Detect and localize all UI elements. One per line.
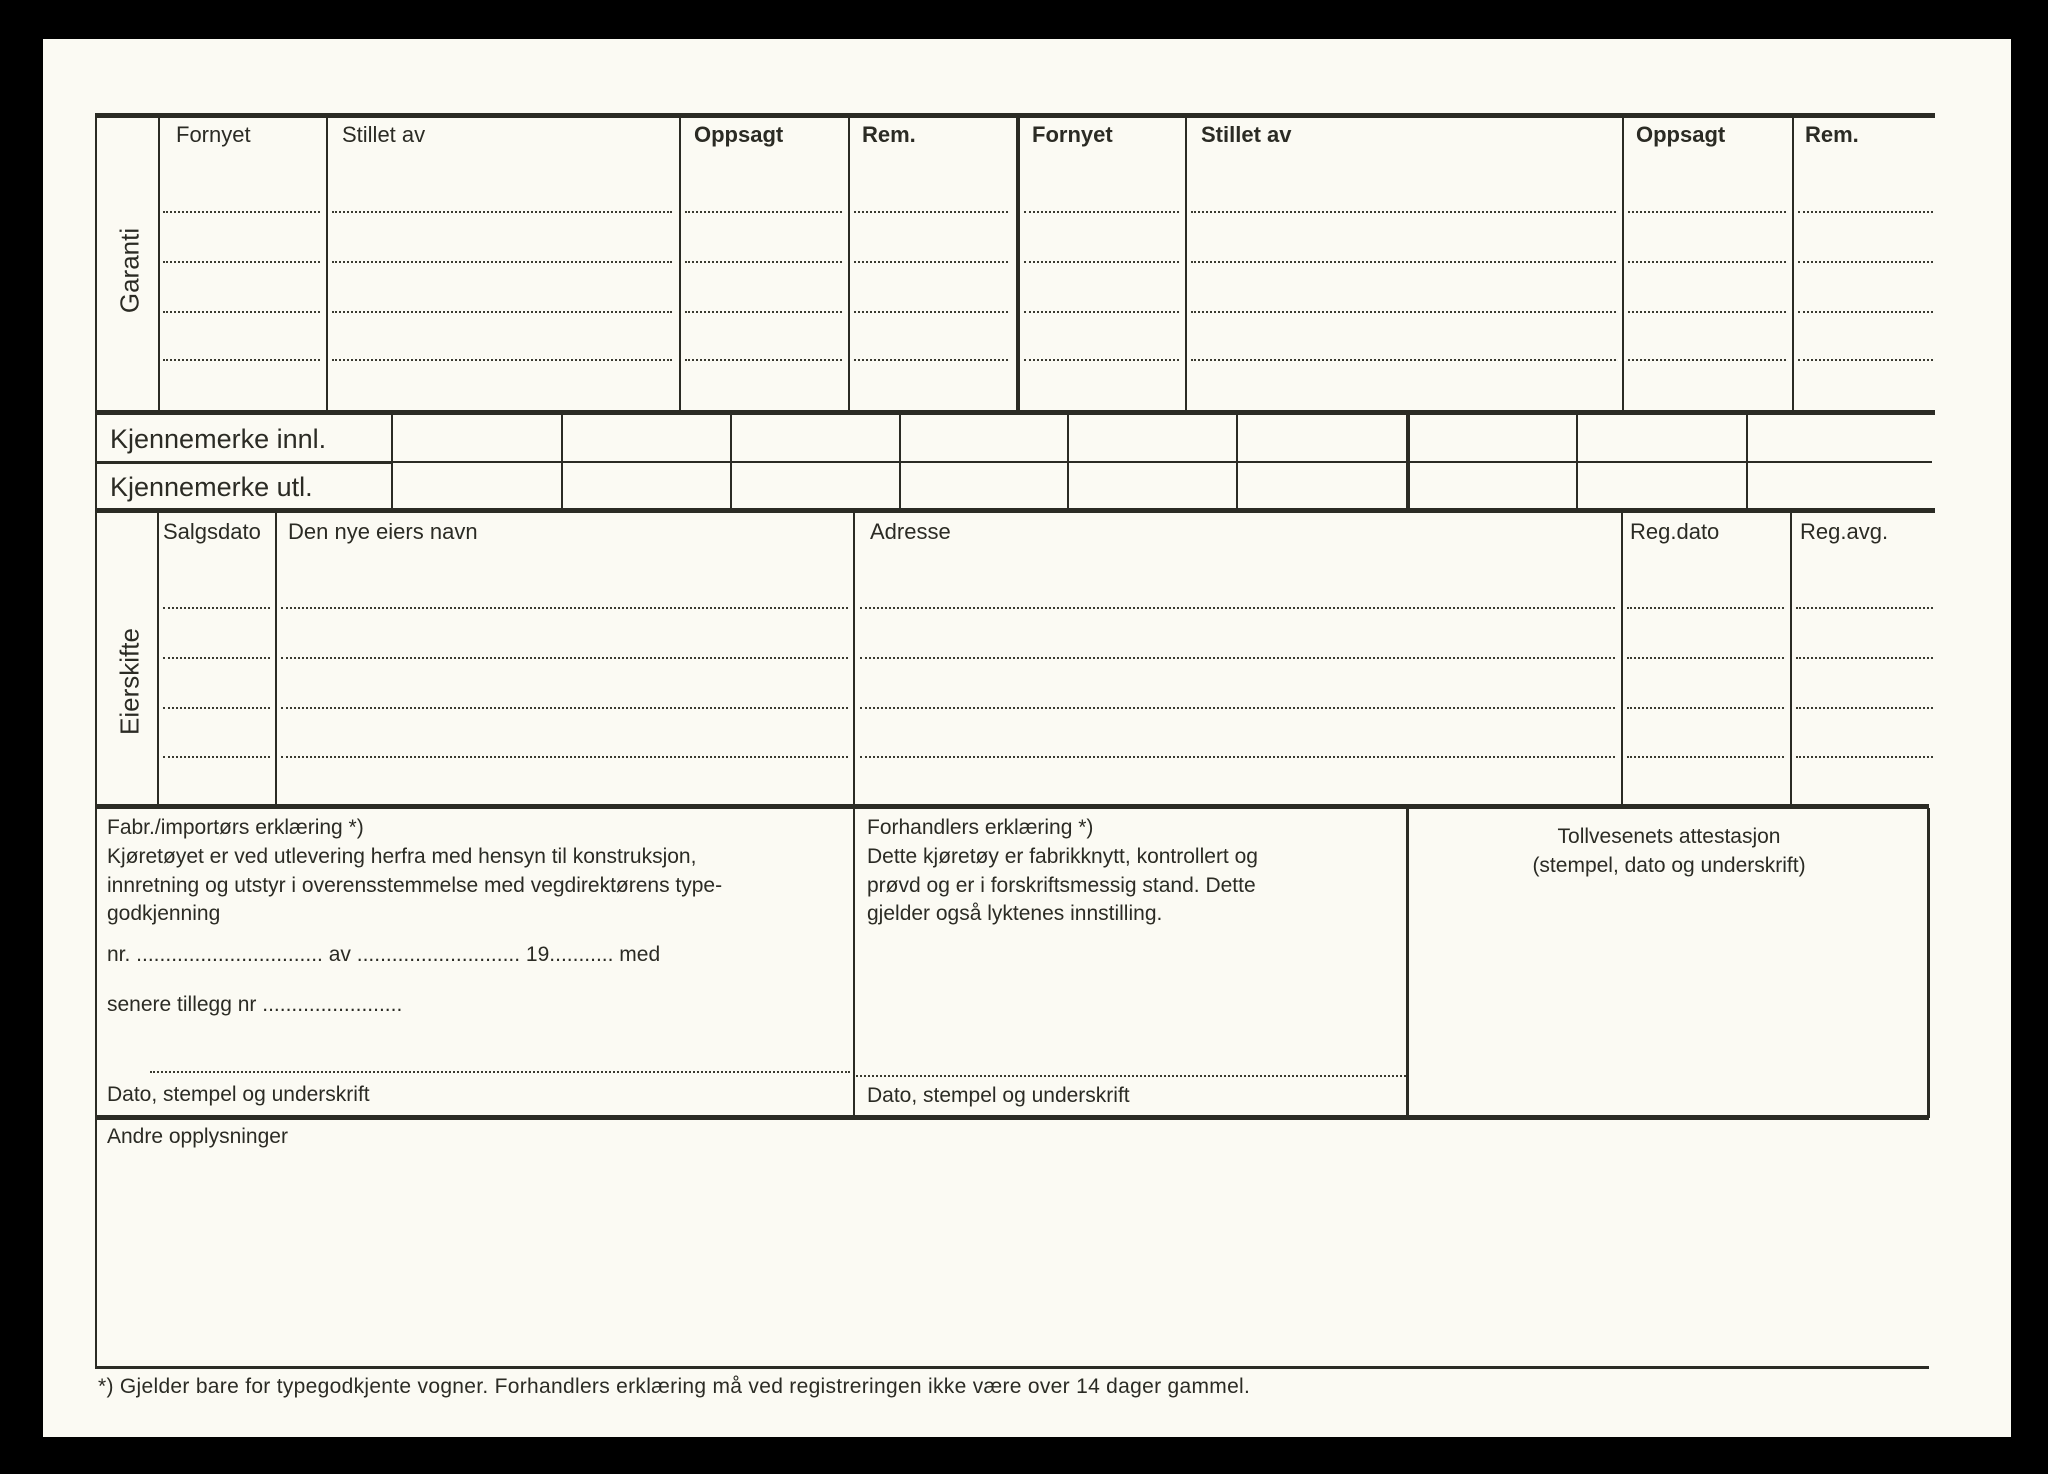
entry-line[interactable] bbox=[332, 359, 672, 361]
andre-label: Andre opplysninger bbox=[107, 1125, 288, 1148]
header-fornyet-2: Fornyet bbox=[1032, 122, 1113, 147]
entry-line[interactable] bbox=[1191, 311, 1616, 313]
entry-line[interactable] bbox=[1627, 707, 1784, 709]
andre-input-area[interactable] bbox=[98, 1152, 1928, 1364]
entry-line[interactable] bbox=[854, 211, 1008, 213]
entry-line[interactable] bbox=[163, 211, 320, 213]
signature-line[interactable] bbox=[150, 1071, 850, 1073]
entry-line[interactable] bbox=[1796, 607, 1933, 609]
entry-line[interactable] bbox=[685, 311, 842, 313]
entry-line[interactable] bbox=[1798, 261, 1933, 263]
column-line bbox=[848, 115, 850, 411]
header-reg-dato: Reg.dato bbox=[1630, 519, 1720, 544]
entry-line[interactable] bbox=[1628, 261, 1786, 263]
header-nye-eiers-navn: Den nye eiers navn bbox=[288, 519, 478, 544]
entry-line[interactable] bbox=[854, 311, 1008, 313]
entry-line[interactable] bbox=[685, 359, 842, 361]
fabrikant-text-line: innretning og utstyr i overensstemmelse med vegdirektørens type- bbox=[107, 874, 723, 897]
forhandler-text-line: Dette kjøretøy er fabrikknytt, kontrollert og bbox=[867, 845, 1258, 868]
fabrikant-tillegg-line[interactable]: senere tillegg nr ........................ bbox=[107, 993, 403, 1016]
header-oppsagt: Oppsagt bbox=[694, 122, 784, 147]
column-line bbox=[326, 115, 328, 411]
entry-line[interactable] bbox=[1796, 657, 1933, 659]
divider bbox=[95, 113, 1935, 118]
kjennemerke-cells[interactable] bbox=[394, 414, 1932, 510]
header-salgsdato: Salgsdato bbox=[163, 519, 261, 544]
entry-line[interactable] bbox=[1024, 311, 1179, 313]
kjennemerke-utl-label: Kjennemerke utl. bbox=[110, 472, 313, 502]
divider bbox=[95, 508, 1935, 513]
forhandler-text-line: prøvd og er i forskriftsmessig stand. Dette bbox=[867, 874, 1256, 897]
entry-line[interactable] bbox=[1798, 311, 1933, 313]
entry-line[interactable] bbox=[163, 311, 320, 313]
entry-line[interactable] bbox=[1191, 211, 1616, 213]
forhandler-text-line: gjelder også lyktenes innstilling. bbox=[867, 902, 1163, 925]
entry-line[interactable] bbox=[1627, 657, 1784, 659]
entry-line[interactable] bbox=[281, 607, 848, 609]
entry-line[interactable] bbox=[1628, 359, 1786, 361]
entry-line[interactable] bbox=[685, 261, 842, 263]
entry-line[interactable] bbox=[163, 607, 270, 609]
column-line bbox=[679, 115, 681, 411]
entry-line[interactable] bbox=[1796, 756, 1933, 758]
header-stillet-av: Stillet av bbox=[342, 122, 426, 147]
header-oppsagt-2: Oppsagt bbox=[1636, 122, 1726, 147]
column-line bbox=[1406, 808, 1409, 1118]
entry-line[interactable] bbox=[163, 756, 270, 758]
entry-line[interactable] bbox=[281, 707, 848, 709]
header-adresse: Adresse bbox=[870, 519, 951, 544]
entry-line[interactable] bbox=[1024, 211, 1179, 213]
entry-line[interactable] bbox=[860, 756, 1615, 758]
fabrikant-text-line: godkjenning bbox=[107, 902, 221, 925]
entry-line[interactable] bbox=[1627, 756, 1784, 758]
divider bbox=[95, 1366, 1929, 1369]
entry-line[interactable] bbox=[860, 657, 1615, 659]
entry-line[interactable] bbox=[1628, 311, 1786, 313]
entry-line[interactable] bbox=[685, 211, 842, 213]
column-line bbox=[157, 512, 159, 804]
column-line bbox=[1016, 115, 1020, 411]
table-left-border bbox=[95, 115, 97, 1368]
forhandler-title: Forhandlers erklæring *) bbox=[867, 816, 1094, 839]
eierskifte-label: Eierskifte bbox=[114, 628, 145, 735]
column-line bbox=[1622, 115, 1624, 411]
forhandler-signature-label: Dato, stempel og underskrift bbox=[867, 1084, 1130, 1107]
signature-line[interactable] bbox=[856, 1075, 1406, 1077]
column-line bbox=[275, 512, 277, 804]
entry-line[interactable] bbox=[163, 261, 320, 263]
entry-line[interactable] bbox=[854, 261, 1008, 263]
column-line bbox=[1790, 512, 1792, 804]
column-line bbox=[853, 808, 855, 1118]
entry-line[interactable] bbox=[860, 707, 1615, 709]
entry-line[interactable] bbox=[1191, 261, 1616, 263]
toll-subtitle: (stempel, dato og underskrift) bbox=[1532, 854, 1806, 877]
kjennemerke-innl-label: Kjennemerke innl. bbox=[110, 424, 327, 454]
garanti-label: Garanti bbox=[114, 227, 145, 314]
entry-line[interactable] bbox=[163, 707, 270, 709]
fabrikant-text-line: Kjøretøyet er ved utlevering herfra med hensyn til konstruksjon, bbox=[107, 845, 697, 868]
toll-title: Tollvesenets attestasjon bbox=[1557, 825, 1781, 848]
header-rem-2: Rem. bbox=[1805, 122, 1859, 147]
divider bbox=[95, 1115, 1929, 1120]
fabrikant-signature-label: Dato, stempel og underskrift bbox=[107, 1083, 370, 1106]
entry-line[interactable] bbox=[1798, 359, 1933, 361]
footnote: *) Gjelder bare for typegodkjente vogner. Forhandlers erklæring må ved registreringen ikke være over 14 dager gammel. bbox=[98, 1375, 1251, 1398]
column-line bbox=[158, 115, 160, 411]
column-line bbox=[1185, 115, 1187, 411]
entry-line[interactable] bbox=[1024, 359, 1179, 361]
header-fornyet: Fornyet bbox=[176, 122, 251, 147]
header-reg-avg: Reg.avg. bbox=[1800, 519, 1889, 544]
column-line bbox=[1621, 512, 1623, 804]
column-line bbox=[391, 414, 393, 510]
entry-line[interactable] bbox=[332, 311, 672, 313]
entry-line[interactable] bbox=[1628, 211, 1786, 213]
entry-line[interactable] bbox=[1024, 261, 1179, 263]
column-line bbox=[853, 512, 855, 804]
entry-line[interactable] bbox=[1796, 707, 1933, 709]
entry-line[interactable] bbox=[163, 657, 270, 659]
fabrikant-title: Fabr./importørs erklæring *) bbox=[107, 816, 364, 839]
header-rem: Rem. bbox=[862, 122, 916, 147]
entry-line[interactable] bbox=[163, 359, 320, 361]
fabrikant-nr-line[interactable]: nr. ................................ av ............................ 19........... med bbox=[107, 943, 661, 966]
entry-line[interactable] bbox=[860, 607, 1615, 609]
entry-line[interactable] bbox=[332, 261, 672, 263]
entry-line[interactable] bbox=[1191, 359, 1616, 361]
divider bbox=[95, 804, 1929, 809]
entry-line[interactable] bbox=[281, 756, 848, 758]
entry-line[interactable] bbox=[332, 211, 672, 213]
entry-line[interactable] bbox=[854, 359, 1008, 361]
entry-line[interactable] bbox=[1798, 211, 1933, 213]
entry-line[interactable] bbox=[281, 657, 848, 659]
divider bbox=[95, 461, 392, 464]
entry-line[interactable] bbox=[1627, 607, 1784, 609]
column-line bbox=[1792, 115, 1794, 411]
header-stillet-av-2: Stillet av bbox=[1201, 122, 1292, 147]
